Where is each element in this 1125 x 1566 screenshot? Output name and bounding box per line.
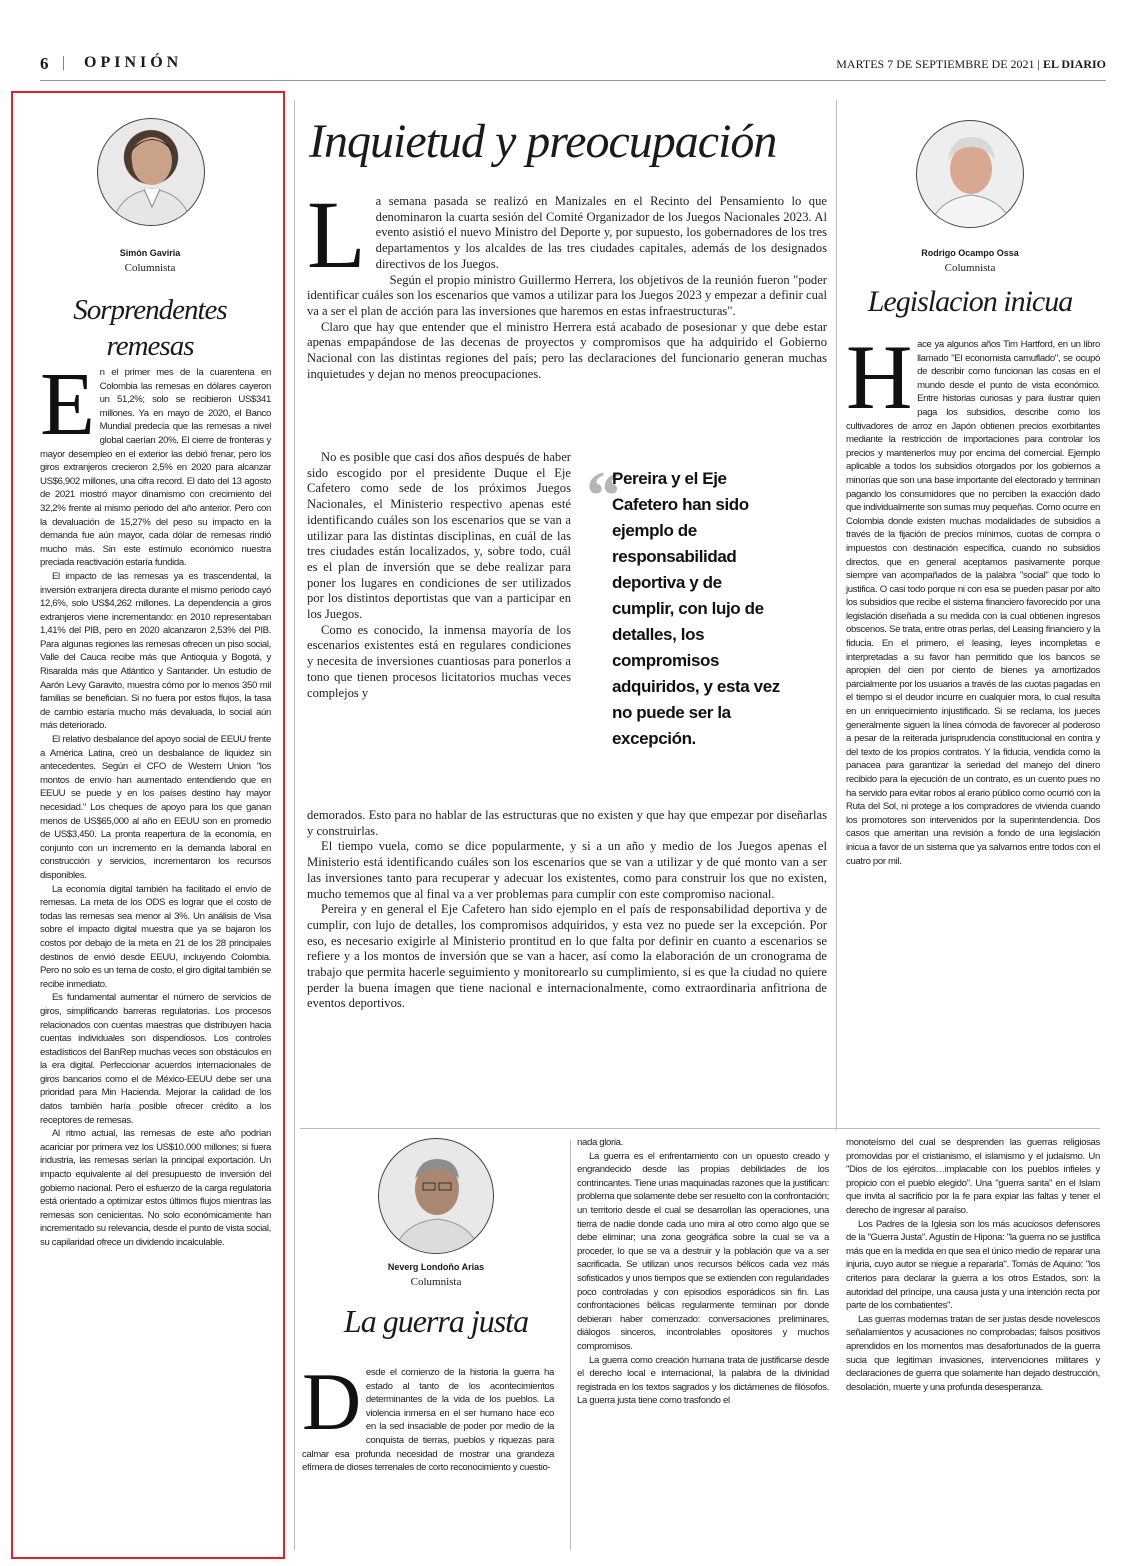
section-name: OPINIÓN [84,54,183,71]
column-divider [836,100,837,1130]
column-body [40,355,271,1552]
column-body [846,326,1100,868]
main-article-title: Inquietud y preocupación [309,115,777,168]
portrait-icon [379,1139,494,1254]
author-photo-rodrigo-ocampo [916,120,1024,228]
article-column-2 [577,1136,829,1408]
column-divider [570,1140,571,1550]
newspaper-name: EL DIARIO [1042,57,1106,71]
drop-cap: L [307,181,366,288]
main-article-bottom [307,808,827,1012]
column-title [30,292,270,364]
quote-mark-icon: “ [586,458,621,535]
paragraph: ace ya algunos años Tim Hartford, en un libro llamado "El economista camuflado", se ocupó de describir como funcionan las cosas en el mundo desde el punto de vista económico. Entre historias curiosas y para ilustrar quien paga los subsidios, describe como los cultivadores de arroz en Japón obtienen precios exorbitantes mediante la restricción de importaciones para controlar los precios y mantenerlos muy por encima del comercial. Ejemplo aplicable a todos los subsidios otorgados por los gobiernos a minorías que son una base importante del electorado y terminan pagando los consumidores que no perciben la exacción dado que individualmente son sumas muy pequeñas. Como ocurre en Colombia donde existen muchas modalidades de subsidios a través de la fijación de precios mínimos, cuotas de compra o impuestos con destinación específica, cuando no subsidios directos, que en general aceptamos pasivamente porque siempre van acompañados de la palabra "social" que todo lo justifica. O casi todo porque ni con esa se pueden pasar por alto los subsidios que recibe el sistema financiero favorecido por una legislación diseñada a su medida con la cual obtienen ingresos obscenos. Se trata, entre otras perlas, del Leasing financiero y la fiducia. En el primero, el leasing, leyes incompletas e interpretadas a su favor han permitido que los bancos se apropien del cien por ciento de bienes ya amortizados parcialmente por los usuarios a través de las cuotas pagadas en el tiempo si el deudor incurre en cualquier mora, lo cual resulta en un enriquecimiento injustificado. Si se reclama, los jueces generalmente siguen la línea cómoda de favorecer al poderoso a pesar de la reiterada jurisprudencia constitucional en contra y del texto de los propios contratos. Y la fiducia, vendida como la panacea para garantizar la seriedad del manejo del dinero recibido para la ejecución de un contrato, es un cuento pues no ha servido para evitar robos al erario público como ocurrió con la Ruta del Sol, ni protege a los compradores de vivienda cuando los promotores son intervenidos por la superintendencia. Dos casos que ameritan una revisión a fondo de una legislación inicua a favor de un sistema que ya salvamos entre todos con el cuatro por mil. [846,339,1100,867]
paragraph: Los Padres de la Iglesia son los más acuciosos defensores de la "Guerra Justa". Agustín de Hipona: "la guerra no se justifica más que en la medida en que sea el único medio de reparar una injuria, cuyo autor se niegue a repararla". Tomás de Aquino: "los criterios para declarar la guerra a los otros Estados, son: la autoridad del príncipe, una causa justa y una intención recta por parte de los combatientes". [846,1218,1100,1312]
paragraph: esde el comienzo de la historia la guerra ha estado al tanto de los acontecimientos determinantes de la vida de los pueblos. La violencia inmersa en el ser humano hace eco en la sed insaciable de poder por medio de la conquista de tierras, pueblos y riquezas para calmar esa profunda necesidad de mostrar una grandeza efímera de dioses terrenales de corto reconocimiento y cuestio- [302,1367,554,1474]
article-column-1 [302,1356,554,1475]
paragraph: Claro que hay que entender que el ministro Herrera está acabado de posesionar y que debe estar apenas empapándose de las decenas de proyectos y compromisos que ha adquirido el Gobierno Nacional con las distintas regiones del país; pero las declaraciones del funcionario generan muchas inquietudes y dejan no menos preocupaciones. [307,319,827,381]
paragraph: El relativo desbalance del apoyo social de EEUU frente a América Latina, creó un desbalance de liquidez sin antecedentes. Según el CFO de Western Union "los montos de envío han aumentado entendiendo que en EEUU se puede y en los países destino hay mayor necesidad." Los cheques de apoyo para los que ganan menos de US$65,000 al año en EEUU son en promedio de US$3,450. La pronta reapertura de la economía, en conjunto con un incremento en la demanda laboral en construcción y servicios, incrementaron los recursos disponibles. [40,734,271,881]
paragraph: a semana pasada se realizó en Manizales en el Recinto del Pensamiento lo que denominaron la cuarta sesión del Comité Organizador de los Juegos Nacionales 2023. Al evento asistió el nuevo Ministro del Deporte y, por supuesto, los gobernadores de los tres departamentos y los alcaldes de las tres ciudades capitales, además de los designados directivos de los Juegos. [375,194,827,271]
column-title: La guerra justa [343,1303,529,1339]
paragraph: El impacto de las remesas ya es trascendental, la inversión extranjera directa durante el mismo periodo cayó 12,6%, solo US$4,262 millones. La dependencia a giros extranjeros viene incrementando: en 2010 representaban 1,41% del PIB, pero en 2020 alcanzaron 2,53% del PIB. Para algunas regiones las remesas ofrecen un piso social, Valle del Cauca recibe más que Antioquia y Bogotá, y Risaralda más que Atlántico y Santander. Un estudio de Aarón Levy Garavito, muestra cómo por lo menos 350 mil familias se benefician. Si no fuera por estos flujos, la tasa de cambio estaría mucho más devaluada, lo social aún más deteriorado. [40,570,271,732]
author-role: Columnista [124,262,176,274]
header-rule [40,80,1106,81]
header-separator: | [62,54,66,71]
paragraph: Según el propio ministro Guillermo Herrera, los objetivos de la reunión fueron "poder identificar cuáles son los escenarios que vamos a utilizar para los Juegos 2023 y empezar a definir cual va a ser el plan de acción para las inversiones que haremos en estas infraestructuras". [307,272,827,318]
paragraph: Las guerras modernas tratan de ser justas desde novelescos señalamientos y acusaciones no comprobadas; falsos positivos aprendidos en los momentos mas desafortunados de la guerra sucia que legitiman invasiones, intervenciones militares y declaraciones de guerra que solamente han dejado destrucción, desolación, muerte y una profunda desesperanza. [846,1313,1100,1393]
article-column-3 [846,1136,1100,1394]
portrait-icon [917,121,1024,228]
drop-cap: E [40,355,95,454]
paragraph: n el primer mes de la cuarentena en Colombia las remesas en dólares cayeron un 51,2%; solo se recibieron US$341 millones. Ya en mayo de 2020, el Banco Mundial predecía que las remesas a nivel global caerían 20%. El cierre de fronteras y mayor desempleo en el exterior las debió frenar, pero los giros extranjeros crecieron 2,5% en 2020 para alcanzar US$6,902 millones, una cifra record. El dato del 13 agosto de 2021 mostró mayor dinamismo con crecimiento del 32,2% frente al mismo periodo del año anterior. Pero con la devaluación de 15,27% del peso su impacto en la demanda fue aún mayor, cada dólar de remesas rindió mucho más. Sin este estímulo económico nuestra preciada reactivación estaría fundida. [40,367,271,569]
column-divider [294,100,295,1550]
paragraph: Como es conocido, la inmensa mayoría de los escenarios existentes está en regulares condiciones y necesita de inversiones cuantiosas para ponerlos a tono que tienen procesos licitatorios muchas veces complejos y [307,622,571,700]
author-name: Neverg Londoño Arias [387,1262,485,1272]
column-title: Legislacion inicua [867,285,1073,318]
page-number: 6 [40,54,49,73]
pull-quote: Pereira y el Eje Cafetero han sido ejemplo de responsabilidad deportiva y de cumplir, con lujo de detalles, los compromisos adquiridos, y esta vez no puede ser la excepción. [612,469,780,748]
column-title-line: remesas [106,330,194,362]
edition-date [836,57,1106,72]
paragraph: demorados. Esto para no hablar de las estructuras que no existen y que hay que empezar por diseñarlas y construirlas. [307,808,827,838]
author-photo-simon-gaviria [97,118,205,226]
column-title-line: Sorprendentes [73,294,227,326]
paragraph: nada gloria. [577,1137,623,1148]
portrait-icon [98,119,205,226]
paragraph: La guerra como creación humana trata de justificarse desde el derecho local e internacional, la palabra de la divinidad registrada en los textos sagrados y los dictámenes de filósofos. La guerra justa tiene como trasfondo el [577,1354,829,1407]
main-article-narrow [307,450,571,701]
paragraph: Al ritmo actual, las remesas de este año podrían acariciar por primera vez los US$10.000 millones; si fuera industria, las remesas serían la principal exportación. Un impacto equivalente al del presupuesto de inversión del gobierno nacional. Pero el esfuerzo de la carga regulatoria está orientado a optimizar estos últimos flujos mientras las remesas son cenicientas. No solo económicamente han incrementado su relevancia, desde el punto de vista social, su capilaridad ofrece un dividendo incalculable. [40,1128,271,1248]
author-role: Columnista [944,262,996,274]
main-article-top [307,181,827,382]
author-role: Columnista [410,1276,462,1288]
section-divider [300,1128,1100,1129]
author-name: Rodrigo Ocampo Ossa [921,248,1019,258]
paragraph: Pereira y en general el Eje Cafetero han sido ejemplo en el país de responsabilidad deportiva y de cumplir, con lujo de detalles, los compromisos adquiridos, y esta vez no puede ser la excepción. Por eso, es necesario exigirle al Ministerio prontitud en lo que falta por definir en cuanto a escenarios se refiere y a los montos de inversión que se van a hacer, así como la elaboración de un cronograma de trabajo que permita hacerle seguimiento y monitorearlo su cumplimiento, si es que la ciudad no quiere perder la buena imagen que tiene nacional e internacionalmente, como extraordinaria anfitriona de eventos deportivos. [307,902,827,1011]
paragraph: La guerra es el enfrentamiento con un opuesto creado y engrandecido desde las propias debilidades de los contrincantes. Tiene unas maquinadas razones que la justifican: problema que solamente debe ser resuelto con la confrontación; un territorio desde el cual se desarrollan las operaciones, una tierra de nadie donde cada uno mira al otro como algo que se debe eliminar; una zona geográfica sobre la cual se va a proceder, lo que se va a destruir y la población que va a ser sacrificada. Se utilizan unos recursos bélicos cada vez más sofisticados y unos tiempos que se extienden con regularidades poco controladas y con episodios esporádicos sin fin. Las confrontaciones bélicas regularmente terminan por donde debieran haber comenzado: conversaciones preliminares, diálogos sinceros, incontrolables opositores y muchos compromisos. [577,1150,829,1352]
drop-cap: D [302,1356,361,1447]
author-photo-neverg-londono [378,1138,494,1254]
paragraph: El tiempo vuela, como se dice popularmente, y si a un año y medio de los Juegos apenas el Ministerio está identificando cuáles son los escenarios que se van a utilizar y de qué monto van a ser las inversiones tanto para recuperar y adecuar los existentes, como para construir los que no existen, mucho tememos que al final va a ver problemas para cumplir con este compromiso nacional. [307,839,827,901]
author-name: Simón Gaviria [119,248,181,258]
paragraph: La economía digital también ha facilitado el envío de remesas. La meta de los ODS es lograr que el costo de todas las remesas sea menor al 3%. Un análisis de Visa sobre el impacto digital muestra que ya se bajaron los costos por debajo de la meta en 21 de los 28 principales destinos de envió desde EEUU, incluyendo Colombia. Pero no solo es un tema de costo, el giro digital también se recibe inmediato. [40,883,271,990]
date-text: MARTES 7 DE SEPTIEMBRE DE 2021 | [836,57,1040,71]
page-header [40,54,1106,80]
paragraph: Es fundamental aumentar el número de servicios de giros, simplificando barreras regulatorias. Los procesos relacionados con cuentas maestras que distribuyen hacia cuentas individuales son dispendiosos. Los controles estadísticos del BanRep muchas veces son obstáculos en la era digital. Perfeccionar acuerdos internacionales de giros bancarios como el de México-EEUU debe ser una prioridad para Min Hacienda. Mejorar la calidad de los datos también haría posible ofrecer crédito a los receptores de remesas. [40,992,271,1126]
paragraph: monoteísmo del cual se desprenden las guerras religiosas promovidas por el cristianismo, el islamismo y el judaísmo. Un "Dios de los ejércitos…implacable con los pueblos infieles y propicio con el pueblo elegido". Una "guerra santa" en el Islam que invita al sacrificio por la fe para expiar las faltas y tener el derecho de ingresar al paraíso. [846,1137,1100,1216]
drop-cap: H [846,326,913,428]
paragraph: No es posible que casi dos años después de haber sido escogido por el presidente Duque el Eje Cafetero como sede de los próximos Juegos Nacionales, el Ministerio respectivo apenas esté identificando cuáles son los escenarios que se van a utilizar para las distintas disciplinas, en cuál de las tres ciudades están localizados, y, sobre todo, cuál es el plan de inversión que se debe realizar para poner los lugares en condiciones de ser utilizados por los distintos deportistas que van a participar en los Juegos. [307,450,571,622]
